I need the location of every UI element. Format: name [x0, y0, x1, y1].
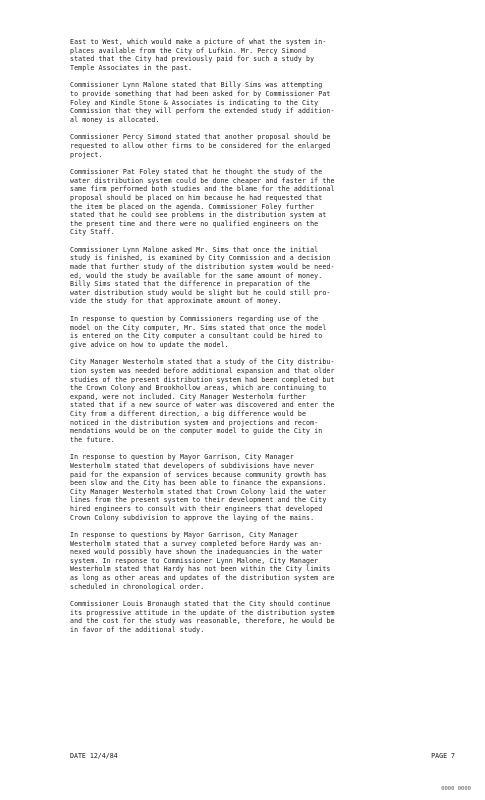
- paragraph-2: Commissioner Lynn Malone stated that Billy Sims was attempting to provide something that had been asked for by Commissioner Pat Foley and Kindle Stone & Associates is indicating to the City Commission that they will perform the extended study if addition- al money is allocated.: [70, 81, 335, 124]
- paragraph-9: In response to questions by Mayor Garrison, City Manager Westerholm stated that a survey completed before Hardy was an- nexed would possibly have shown the inadequancies in the water system. In response to Commissioner Lynn Malone, City Manager Westerholm stated that Hardy has not been within the City limits as long as other areas and updates of the distribution system are scheduled in chronological order.: [70, 531, 335, 591]
- paragraph-8: In response to question by Mayor Garrison, City Manager Westerholm stated that developers of subdivisions have never paid for the expansion of services because community growth has been slow and the City has been able to finance the expansions. City Manager Westerholm stated that Crown Colony laid the water lines from the present system to their development and the City hired engineers to consult with their engineers that developed Crown Colony subdivision to approve the laying of the mains.: [70, 453, 327, 522]
- paragraph-7: City Manager Westerholm stated that a study of the City distribu- tion system was needed before additional expansion and that older studies of the present distribution system had been completed but the Crown Colony and Brookhollow areas, which are continuing to expand, were not included. City Manager Westerholm further stated that if a new source of water was discovered and enter the City from a different direction, a big difference would be noticed in the distribution system and projections and recom- mendations would be on the computer model to guide the City in the future.: [70, 358, 335, 444]
- page-mark: 0000 0000: [441, 786, 471, 792]
- page-footer: [70, 752, 455, 760]
- minutes-body: [70, 38, 455, 644]
- paragraph-10: Commissioner Louis Bronaugh stated that the City should continue its progressive attitude in the update of the distribution system and the cost for the study was reasonable, therefore, he would be in favor of the additional study.: [70, 600, 335, 635]
- paragraph-3: Commissioner Percy Simond stated that another proposal should be requested to allow other firms to be considered for the enlarged project.: [70, 133, 331, 159]
- paragraph-6: In response to question by Commissioners regarding use of the model on the City computer, Mr. Sims stated that once the model is entered on the City computer a consultant could be hired to give advice on how to update the model.: [70, 315, 327, 349]
- paragraph-1: East to West, which would make a picture of what the system in- places available from the City of Lufkin. Mr. Percy Simond stated that the City had previously paid for such a study by Temple Associates in the past.: [70, 38, 327, 72]
- paragraph-4: Commissioner Pat Foley stated that he thought the study of the water distribution system could be done cheaper and faster if the same firm performed both studies and the blame for the additional proposal should be placed on him because he had requested that the item be placed on the agenda. Commissioner Foley further stated that he could see problems in the distribution system at the present time and there were no qualified engineers on the City Staff.: [70, 168, 335, 237]
- paragraph-5: Commissioner Lynn Malone asked Mr. Sims that once the initial study is finished, is examined by City Commission and a decision made that further study of the distribution system would be need- ed, would the study be available for the same amount of money. Billy Sims stated that the difference in preparation of the water distribution study would be slight but he could still pro- vide the study for that approximate amount of money.: [70, 245, 335, 306]
- footer-date: DATE 12/4/84: [70, 752, 118, 760]
- footer-page-number: PAGE 7: [431, 752, 455, 760]
